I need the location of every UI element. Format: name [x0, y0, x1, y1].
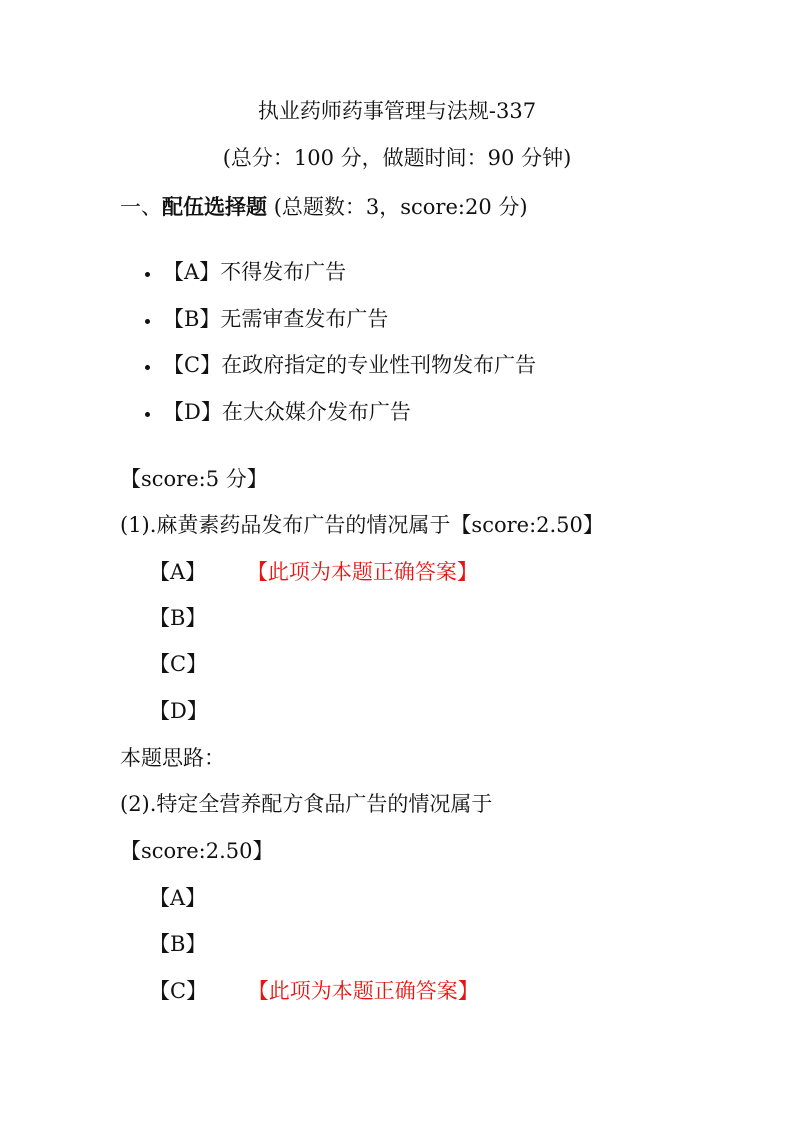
answer-option-b: 【B】: [149, 932, 207, 956]
question-stem: (1).麻黄素药品发布广告的情况属于【score:2.50】: [120, 513, 604, 537]
bullet-icon: [145, 365, 150, 370]
correct-answer-mark: 【此项为本题正确答案】: [246, 560, 478, 584]
answer-option-a: [149, 558, 478, 586]
page-title: 执业药师药事管理与法规-337: [257, 99, 537, 123]
section-info: (总题数：3，score:20 分): [273, 195, 528, 219]
section-heading: [120, 193, 528, 221]
answer-label: 【C】: [149, 979, 208, 1003]
answer-option-d: 【D】: [149, 699, 208, 723]
bullet-icon: [145, 319, 150, 324]
list-item: 【C】在政府指定的专业性刊物发布广告: [163, 353, 537, 377]
group-score: 【score:5 分】: [120, 467, 268, 491]
answer-option-a: 【A】: [149, 886, 207, 910]
bullet-icon: [145, 272, 150, 277]
answer-option-c: 【C】: [149, 652, 208, 676]
section-name: 配伍选择题: [162, 195, 267, 219]
answer-option-c: [149, 977, 479, 1005]
list-item: 【B】无需审查发布广告: [163, 307, 389, 331]
question-score: 【score:2.50】: [120, 839, 274, 863]
answer-option-b: 【B】: [149, 606, 207, 630]
correct-answer-mark: 【此项为本题正确答案】: [247, 979, 479, 1003]
page-subtitle: (总分：100 分，做题时间：90 分钟): [222, 146, 572, 170]
question-stem: (2).特定全营养配方食品广告的情况属于: [120, 792, 493, 816]
list-item: 【A】不得发布广告: [163, 260, 347, 284]
bullet-icon: [145, 412, 150, 417]
analysis-label: 本题思路：: [120, 746, 225, 770]
section-number: 一、: [120, 195, 162, 219]
answer-label: 【A】: [149, 560, 207, 584]
list-item: 【D】在大众媒介发布广告: [163, 400, 411, 424]
